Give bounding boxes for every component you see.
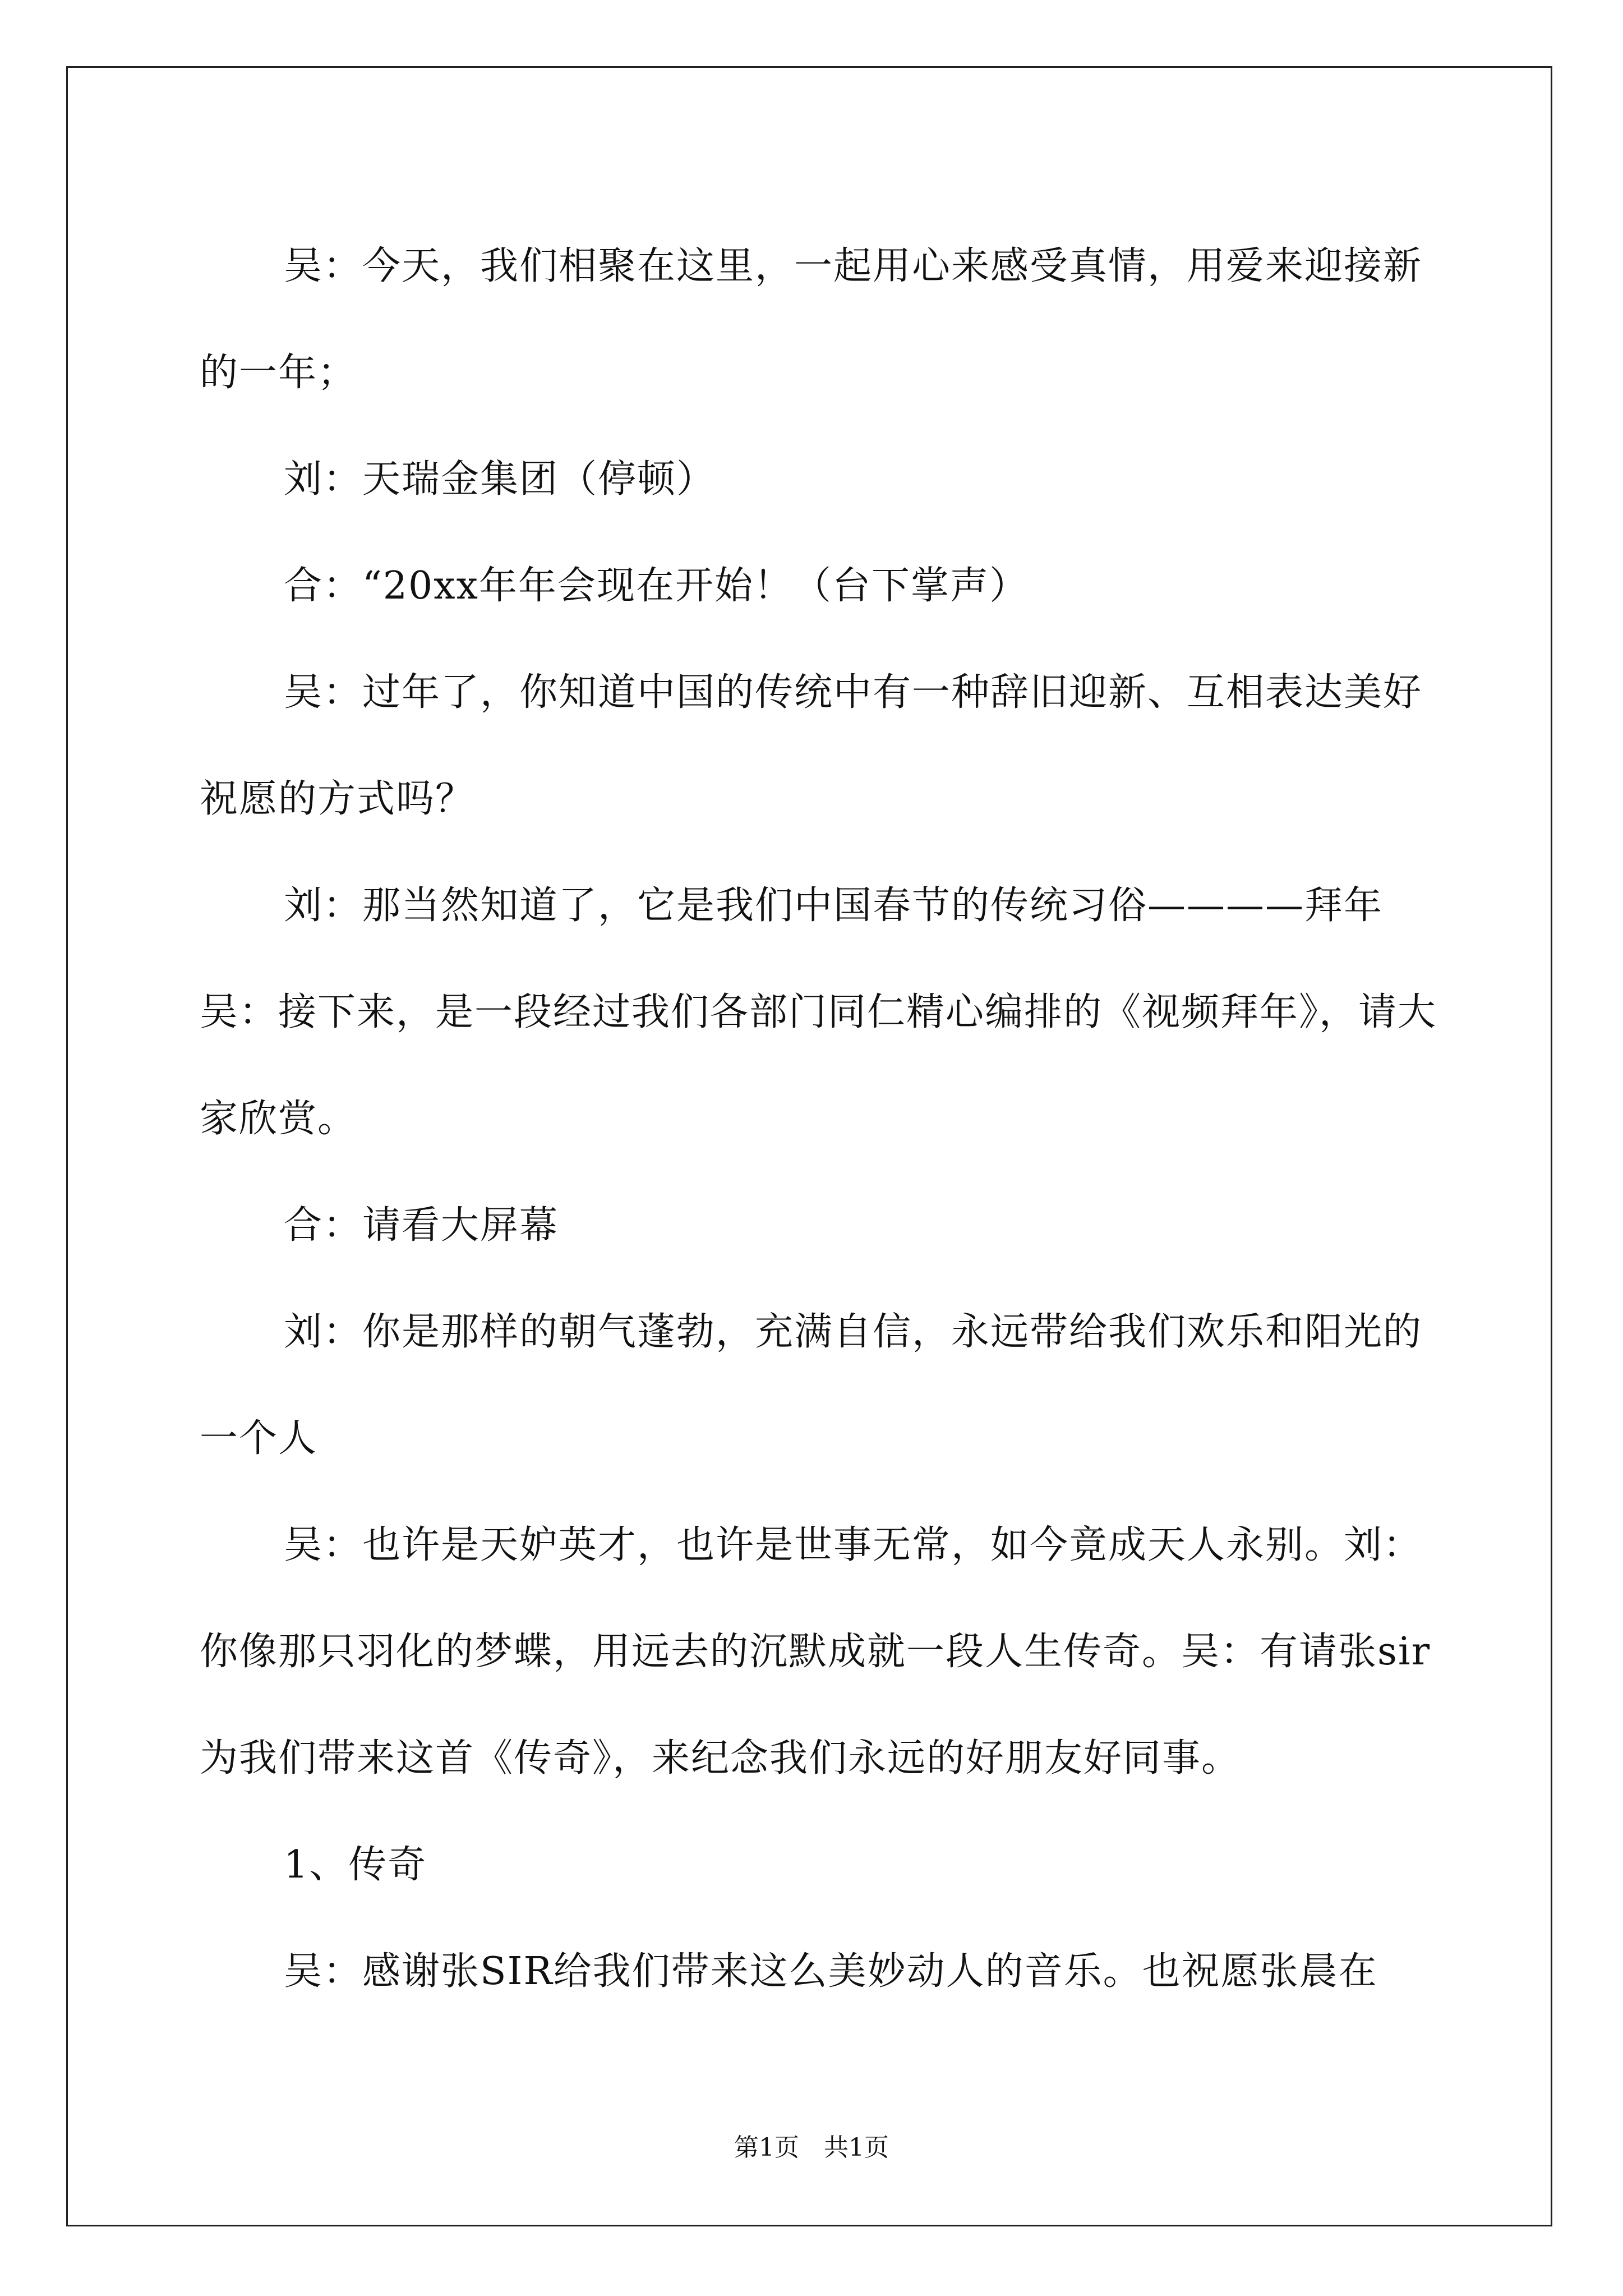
paragraph: 刘：那当然知道了，它是我们中国春节的传统习俗————拜年吴：接下来，是一段经过我们各部门同仁精心编排的《视频拜年》，请大家欣赏。 xyxy=(200,884,1437,1141)
paragraph: 刘：天瑞金集团（停顿） xyxy=(284,457,716,501)
paragraph: 吴：过年了，你知道中国的传统中有一种辞旧迎新、互相表达美好祝愿的方式吗？ xyxy=(200,670,1423,821)
paragraph: 合：“20xx年年会现在开始！（台下掌声） xyxy=(284,564,1029,608)
paragraph: 刘：你是那样的朝气蓬勃，充满自信，永远带给我们欢乐和阳光的一个人 xyxy=(200,1310,1423,1461)
paragraph: 吴：感谢张SIR给我们带来这么美妙动人的音乐。也祝愿张晨在 xyxy=(284,1949,1378,1994)
page-footer: 第1页 共1页 xyxy=(734,2133,889,2162)
paragraph: 吴：也许是天妒英才，也许是世事无常，如今竟成天人永别。刘：你像那只羽化的梦蝶，用远去的沉默成就一段人生传奇。吴：有请张sir为我们带来这首《传奇》，来纪念我们永远的好朋友好同事。 xyxy=(200,1523,1431,1780)
paragraph: 合：请看大屏幕 xyxy=(284,1203,559,1248)
document-body xyxy=(200,213,1450,2025)
paragraph: 吴：今天，我们相聚在这里，一起用心来感受真情，用爱来迎接新的一年； xyxy=(200,244,1423,395)
paragraph: 1、传奇 xyxy=(284,1843,427,1887)
